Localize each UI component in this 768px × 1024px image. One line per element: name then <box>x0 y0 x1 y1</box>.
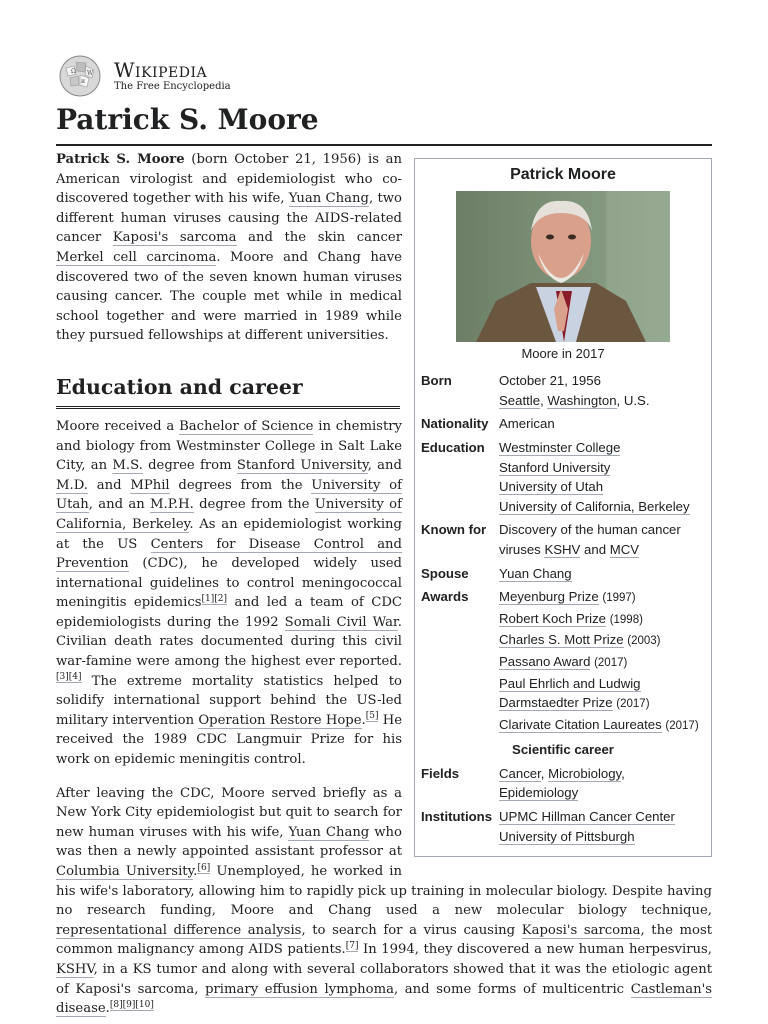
kaposis-sarcoma-link[interactable]: Kaposi's sarcoma <box>521 922 641 938</box>
body-text: , to search for a virus causing <box>301 922 522 938</box>
award-link[interactable]: Paul Ehrlich and Ludwig Darmstaedter Prize <box>499 675 641 711</box>
yuan-chang-link[interactable]: Yuan Chang <box>288 824 370 840</box>
kaposis-sarcoma-link[interactable]: Kaposi's sarcoma <box>112 230 237 246</box>
nationality-value: American <box>499 416 555 432</box>
berkeley-link[interactable]: University of California, Berkeley <box>56 497 402 532</box>
reference-link[interactable]: [3] <box>56 672 69 683</box>
body-text: . <box>193 864 198 879</box>
body-text: , in a KS tumor and along with several collaborators showed that it was the etiologic agent of Kaposi's sarcoma, <box>56 961 712 997</box>
castleman-link[interactable]: Castleman's disease <box>56 981 712 1017</box>
award-year: (2017) <box>616 698 650 711</box>
body-text: He received the 1989 CDC Langmuir Prize for his work on epidemic meningitis control. <box>56 712 402 768</box>
institution-link[interactable]: University of Pittsburgh <box>499 828 635 844</box>
body-text: , and an <box>88 497 150 513</box>
utah-link[interactable]: University of Utah <box>56 477 402 513</box>
ms-link[interactable]: M.S. <box>112 458 143 474</box>
known-and: and <box>580 541 610 557</box>
bachelor-link[interactable]: Bachelor of Science <box>179 418 314 434</box>
body-text: and led a team of CDC epidemiologists during the 1992 <box>56 595 402 630</box>
page-title: Patrick S. Moore <box>56 102 712 146</box>
field-link[interactable]: Epidemiology <box>499 785 579 801</box>
body-text: , and some forms of multicentric <box>393 981 631 997</box>
body-text: and <box>88 477 131 493</box>
body-text: , the most common malignancy among AIDS patients. <box>56 922 713 958</box>
nationality-label: Nationality <box>421 416 489 432</box>
operation-restore-hope-link[interactable]: Operation Restore Hope <box>198 712 362 728</box>
wikipedia-globe-icon <box>56 54 104 98</box>
kshv-link[interactable]: KSHV <box>56 961 94 977</box>
infobox-row-fields: Fields Cancer, Microbiology, Epidemiology <box>421 762 705 805</box>
award-year: (2017) <box>665 719 699 732</box>
education-link[interactable]: University of California, Berkeley <box>499 498 690 514</box>
body-text: The extreme mortality statistics helped to solidify international support behind the US-led military intervention <box>56 673 402 728</box>
known-for-label: Known for <box>421 522 487 538</box>
body-text: . <box>105 1001 110 1017</box>
body-text: degrees from the <box>169 477 312 493</box>
body-text: Unemployed, he worked in his wife's laboratory, allowing him to rapidly pick up training in molecular biology. Despite having no research funding, Moore and Chang used a new molecular biology technique, <box>56 864 712 919</box>
body-text: in chemistry and biology from Westminster College in Salt Lake City, an <box>56 418 402 474</box>
infobox-row-awards <box>421 585 705 738</box>
reference-link[interactable]: [1] <box>201 593 215 604</box>
reference-link[interactable]: [6] <box>197 862 211 873</box>
award-link[interactable]: Passano Award <box>499 653 591 669</box>
infobox-table <box>421 369 705 848</box>
infobox-row-spouse <box>421 562 705 586</box>
education-link[interactable]: Westminster College <box>499 439 621 455</box>
wordmark <box>114 60 231 92</box>
education-link[interactable]: University of Utah <box>499 479 604 495</box>
body-text: . <box>361 712 366 728</box>
mphil-link[interactable]: MPhil <box>130 477 170 493</box>
washington-link[interactable]: Washington <box>547 392 617 408</box>
lead-text: and the skin cancer <box>236 230 402 246</box>
award-year: (1997) <box>602 592 636 605</box>
article-page <box>56 0 712 1019</box>
md-link[interactable]: M.D. <box>56 477 88 493</box>
scientific-career-header: Scientific career <box>512 742 614 758</box>
body-text: Moore received a <box>56 418 180 434</box>
svg-text:W: W <box>87 70 94 77</box>
merkel-cell-carcinoma-link[interactable]: Merkel cell carcinoma <box>56 249 217 265</box>
born-date: October 21, 1956 <box>499 373 601 389</box>
spouse-link[interactable]: Yuan Chang <box>499 565 572 581</box>
reference-link[interactable]: [4] <box>68 672 82 683</box>
award-link[interactable]: Meyenburg Prize <box>499 589 599 605</box>
known-for-text: Discovery of the human cancer viruses <box>499 522 681 557</box>
body-text: After leaving the CDC, Moore served briefly as a New York City epidemiologist but quit to search for new human viruses with his wife, <box>56 785 402 840</box>
wikipedia-logo[interactable] <box>56 54 712 98</box>
lead-bold-name: Patrick S. Moore <box>56 152 185 167</box>
body-text: , and <box>367 458 402 474</box>
body-text: (CDC), he developed widely used international guidelines to control meningococcal meningitis epidemics <box>56 556 402 611</box>
body-text: who was then a newly appointed assistant professor at <box>56 824 402 860</box>
rda-link[interactable]: representational difference analysis <box>56 922 302 938</box>
field-link[interactable]: Cancer <box>499 765 541 781</box>
education-link[interactable]: Stanford University <box>499 459 611 475</box>
born-country: , U.S. <box>616 392 650 408</box>
infobox-row-nationality <box>421 412 705 436</box>
institutions-label: Institutions <box>421 809 493 825</box>
body-text: degree from the <box>193 497 315 513</box>
svg-text:Ω: Ω <box>71 68 76 75</box>
columbia-link[interactable]: Columbia University <box>56 864 194 879</box>
infobox <box>414 158 712 857</box>
infobox-row-scientific-career <box>421 738 705 762</box>
mcv-link[interactable]: MCV <box>609 541 640 557</box>
pel-link[interactable]: primary effusion lymphoma <box>205 981 394 997</box>
lead-text: (born October 21, 1956) is an American virologist and epidemiologist who co-discovered together with his wife, <box>56 152 402 207</box>
institution-link[interactable]: UPMC Hillman Cancer Center <box>499 809 675 825</box>
seattle-link[interactable]: Seattle <box>499 392 541 408</box>
award-year: (1998) <box>609 613 643 626</box>
mph-link[interactable]: M.P.H. <box>150 497 194 513</box>
award-link[interactable]: Robert Koch Prize <box>499 610 607 626</box>
education-label: Education <box>421 439 485 455</box>
stanford-link[interactable]: Stanford University <box>236 458 368 474</box>
body-text: . Civilian death rates documented during this civil war-famine were among the highest ever reported. <box>56 614 402 670</box>
reference-link[interactable]: [2] <box>214 593 228 604</box>
reference-link[interactable]: [8] <box>109 999 123 1010</box>
infobox-row-known-for <box>421 518 705 561</box>
lead-text: . Moore and Chang have discovered two of the seven known human viruses causing cancer. The couple met while in medical school together and were married in 1989 while they pursued fellowships at different universities. <box>56 249 402 344</box>
svg-text:и: и <box>81 78 85 85</box>
reference-link[interactable]: [7] <box>345 940 359 951</box>
award-link[interactable]: Charles S. Mott Prize <box>499 632 624 648</box>
infobox-row-institutions <box>421 805 705 848</box>
award-link[interactable]: Clarivate Citation Laureates <box>499 716 662 732</box>
infobox-title: Patrick Moore <box>510 166 616 183</box>
portrait-photo[interactable] <box>456 191 670 342</box>
body-text: degree from <box>142 458 237 474</box>
born-label: Born <box>421 373 452 389</box>
lead-text: , two different human viruses causing the AIDS-related cancer <box>56 191 402 246</box>
wordmark-title: Wikipedia <box>114 58 208 82</box>
section-heading-education: Education and career <box>56 372 400 409</box>
body-text: . As an epidemiologist working at the US <box>56 516 402 552</box>
kshv-link[interactable]: KSHV <box>544 541 581 557</box>
yuan-chang-link[interactable]: Yuan Chang <box>288 191 369 207</box>
somali-civil-war-link[interactable]: Somali Civil War <box>284 614 398 630</box>
spouse-label: Spouse <box>421 565 469 581</box>
body-text: In 1994, they discovered a new human herpesvirus, <box>358 942 712 958</box>
photo-caption: Moore in 2017 <box>521 345 605 361</box>
wordmark-tagline: The Free Encyclopedia <box>114 81 231 92</box>
field-link[interactable]: Microbiology <box>548 765 622 781</box>
infobox-row-education <box>421 436 705 518</box>
fields-label: Fields <box>421 765 460 781</box>
award-year: (2017) <box>594 656 628 669</box>
award-year: (2003) <box>627 635 661 648</box>
reference-link[interactable]: [9] <box>122 999 136 1010</box>
reference-link[interactable]: [5] <box>365 711 379 722</box>
cdc-link[interactable]: Centers for Disease Control and Prevention <box>56 536 402 572</box>
reference-link[interactable]: [10] <box>135 999 154 1010</box>
awards-label: Awards <box>421 589 469 605</box>
infobox-row-born: Born October 21, 1956 Seattle, Washington, U.S. <box>421 369 705 412</box>
